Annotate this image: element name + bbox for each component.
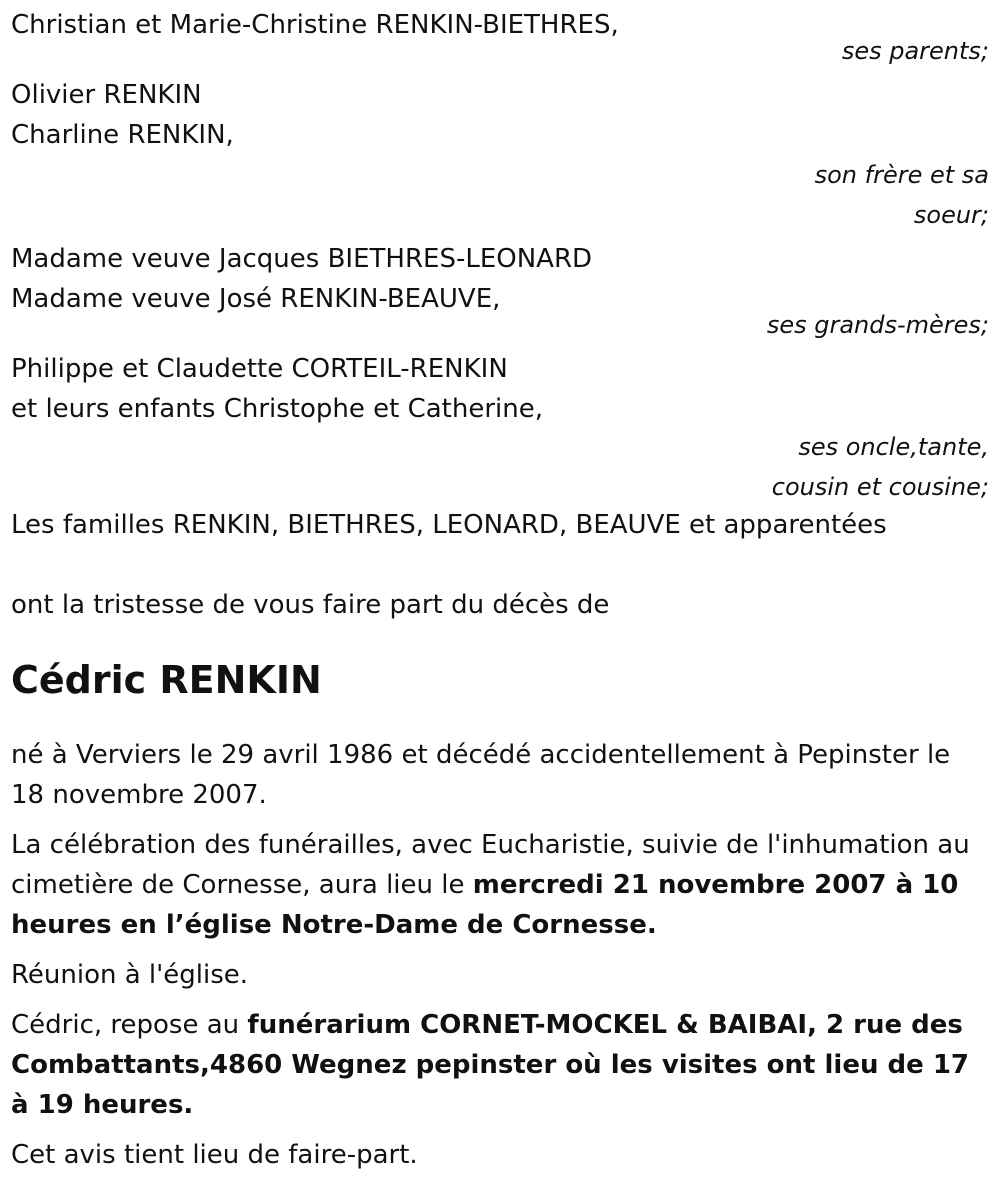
ceremony-intro: La célébration des funérailles, avec Eucharistie, suivie de l'inhumation au cimetière de Cornesse, aura lieu le (11, 830, 970, 900)
obituary-notice (11, 5, 989, 1185)
sibling-name-2: Charline RENKIN, (11, 120, 234, 150)
funerarium-intro: Cédric, repose au (11, 1010, 248, 1040)
reunion-paragraph: Réunion à l'église. (11, 960, 249, 990)
parents-names: Christian et Marie-Christine RENKIN-BIETHRES, (11, 10, 619, 40)
funerarium-paragraph (11, 1005, 989, 1125)
birth-death-paragraph: né à Verviers le 29 avril 1986 et décédé accidentellement à Pepinster le 18 novembre 2007. (11, 740, 951, 810)
uncle-aunt-role-line-2: cousin et cousine; (771, 473, 989, 501)
cousins-names: et leurs enfants Christophe et Catherine, (11, 394, 543, 424)
parents-role: ses parents; (841, 37, 989, 65)
ceremony-paragraph (11, 825, 989, 945)
uncle-aunt-role-line-1: ses oncle,tante, (798, 433, 989, 461)
closing-paragraph: Cet avis tient lieu de faire-part. (11, 1140, 418, 1170)
deceased-name: Cédric RENKIN (11, 658, 322, 702)
grandmothers-role: ses grands-mères; (766, 311, 989, 339)
uncle-aunt-names: Philippe et Claudette CORTEIL-RENKIN (11, 354, 508, 384)
ceremony-details: mercredi 21 novembre 2007 à 10 heures en l’église Notre-Dame de Cornesse. (11, 870, 959, 940)
families-line: Les familles RENKIN, BIETHRES, LEONARD, BEAUVE et apparentées (11, 510, 887, 540)
sibling-name-1: Olivier RENKIN (11, 80, 202, 110)
grandmother-name-1: Madame veuve Jacques BIETHRES-LEONARD (11, 244, 593, 274)
funerarium-details: funérarium CORNET-MOCKEL & BAIBAI, 2 rue des Combattants,4860 Wegnez pepinster où les visites ont lieu de 17 à 19 heures. (11, 1010, 970, 1120)
announcement-line: ont la tristesse de vous faire part du décès de (11, 590, 610, 620)
siblings-role-line-2: soeur; (913, 201, 989, 229)
siblings-role-line-1: son frère et sa (814, 161, 989, 189)
grandmother-name-2: Madame veuve José RENKIN-BEAUVE, (11, 284, 501, 314)
